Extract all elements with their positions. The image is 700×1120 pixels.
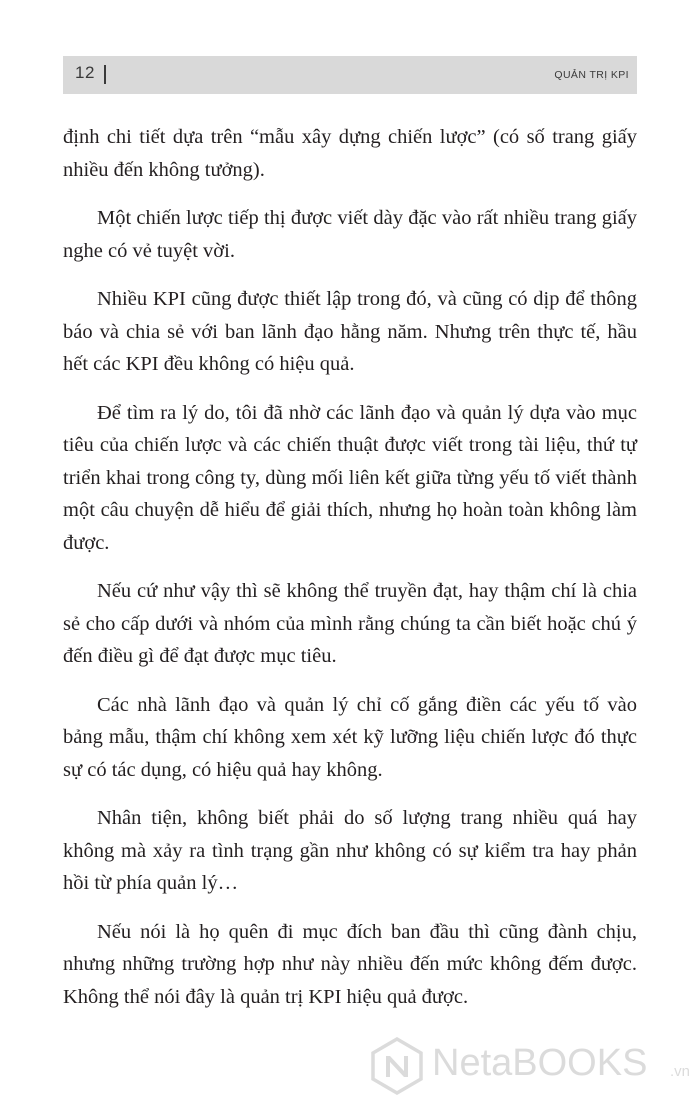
paragraph: Các nhà lãnh đạo và quản lý chỉ cố gắng điền các yếu tố vào bảng mẫu, thậm chí không xem xét kỹ lưỡng liệu chiến lược đó thực sự có tác dụng, có hiệu quả hay không. bbox=[63, 693, 637, 781]
header-divider bbox=[104, 65, 106, 84]
running-title: QUẢN TRỊ KPI bbox=[554, 69, 629, 81]
watermark bbox=[368, 1037, 691, 1097]
paragraph: Nhân tiện, không biết phải do số lượng trang nhiều quá hay không mà xảy ra tình trạng gần như không có sự kiểm tra hay phản hồi từ phía quản lý… bbox=[63, 807, 637, 894]
watermark-brand: NetaBOOKS bbox=[432, 1042, 648, 1084]
body-text bbox=[63, 121, 637, 1029]
watermark-tld: .vn bbox=[670, 1063, 691, 1080]
n-logo-icon bbox=[368, 1037, 426, 1095]
paragraph: Nhiều KPI cũng được thiết lập trong đó, và cũng có dịp để thông báo và chia sẻ với ban lãnh đạo hằng năm. Nhưng trên thực tế, hầu hết các KPI đều không có hiệu quả. bbox=[63, 288, 637, 375]
paragraph: Để tìm ra lý do, tôi đã nhờ các lãnh đạo và quản lý dựa vào mục tiêu của chiến lược và các chiến thuật được viết trong tài liệu, thứ tự triển khai trong công ty, dùng mối liên kết giữa từng yếu tố viết thành một câu chuyện dễ hiểu để giải thích, nhưng họ hoàn toàn không làm được. bbox=[63, 401, 637, 554]
paragraph: Một chiến lược tiếp thị được viết dày đặc vào rất nhiều trang giấy nghe có vẻ tuyệt vời. bbox=[63, 207, 637, 262]
page-header bbox=[63, 56, 637, 94]
paragraph: Nếu nói là họ quên đi mục đích ban đầu thì cũng đành chịu, nhưng những trường hợp như này nhiều đến mức không đếm được. Không thể nói đây là quản trị KPI hiệu quả được. bbox=[63, 920, 637, 1008]
paragraph: Nếu cứ như vậy thì sẽ không thể truyền đạt, hay thậm chí là chia sẻ cho cấp dưới và nhóm của mình rằng chúng ta cần biết hoặc chú ý đến điều gì để đạt được mục tiêu. bbox=[63, 580, 637, 667]
paragraph: định chi tiết dựa trên “mẫu xây dựng chiến lược” (có số trang giấy nhiều đến không tưởng). bbox=[63, 126, 637, 181]
page-number: 12 bbox=[75, 63, 95, 82]
